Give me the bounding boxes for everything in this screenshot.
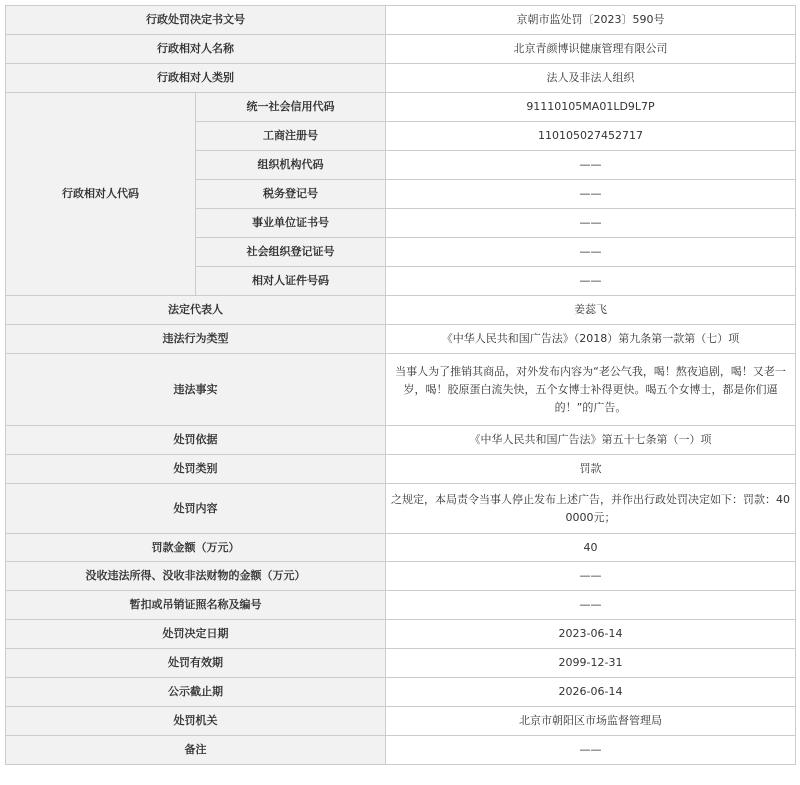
row-authority [6,707,796,736]
value-valid-until: 2099-12-31 [386,649,796,678]
label-publish-deadline: 公示截止期 [6,678,386,707]
label-party-name: 行政相对人名称 [6,35,386,64]
value-tax-reg-no: —— [386,180,796,209]
value-party-id-no: —— [386,267,796,296]
row-party-category [6,64,796,93]
row-decision-date [6,620,796,649]
row-license-revoked [6,591,796,620]
value-decision-date: 2023-06-14 [386,620,796,649]
row-party-name [6,35,796,64]
value-publish-deadline: 2026-06-14 [386,678,796,707]
label-decision-date: 处罚决定日期 [6,620,386,649]
label-party-category: 行政相对人类别 [6,64,386,93]
value-penalty-category: 罚款 [386,455,796,484]
penalty-record-table [5,5,796,765]
label-confiscation-amount: 没收违法所得、没收非法财物的金额（万元） [6,562,386,591]
row-legal-rep [6,296,796,325]
value-org-code: —— [386,151,796,180]
value-party-name: 北京青颜博识健康管理有限公司 [386,35,796,64]
row-remarks [6,736,796,765]
value-institution-cert-no: —— [386,209,796,238]
value-violation-facts: 当事人为了推销其商品，对外发布内容为“老公气我，喝！熬夜追剧，喝！又老一岁，喝！胶原蛋白流失快，五个女博士补得更快。喝五个女博士，都是你们逼的！”的广告。 [386,354,796,426]
row-fine-amount [6,534,796,562]
value-social-org-reg-no: —— [386,238,796,267]
value-decision-no: 京朝市监处罚〔2023〕590号 [386,6,796,35]
value-confiscation-amount: —— [386,562,796,591]
label-fine-amount: 罚款金额（万元） [6,534,386,562]
value-legal-rep: 姜蕊飞 [386,296,796,325]
label-penalty-category: 处罚类别 [6,455,386,484]
label-remarks: 备注 [6,736,386,765]
row-publish-deadline [6,678,796,707]
row-penalty-content [6,484,796,534]
label-org-code: 组织机构代码 [196,151,386,180]
row-violation-facts [6,354,796,426]
value-credit-code: 91110105MA01LD9L7P [386,93,796,122]
value-fine-amount: 40 [386,534,796,562]
value-penalty-content: 之规定，本局责令当事人停止发布上述广告，并作出行政处罚决定如下：罚款：400000元； [386,484,796,534]
value-party-category: 法人及非法人组织 [386,64,796,93]
row-penalty-basis [6,426,796,455]
value-license-revoked: —— [386,591,796,620]
value-violation-type: 《中华人民共和国广告法》（2018）第九条第一款第（七）项 [386,325,796,354]
label-social-org-reg-no: 社会组织登记证号 [196,238,386,267]
label-penalty-content: 处罚内容 [6,484,386,534]
value-penalty-basis: 《中华人民共和国广告法》第五十七条第（一）项 [386,426,796,455]
row-violation-type [6,325,796,354]
label-party-id-no: 相对人证件号码 [196,267,386,296]
label-credit-code: 统一社会信用代码 [196,93,386,122]
label-legal-rep: 法定代表人 [6,296,386,325]
label-business-reg-no: 工商注册号 [196,122,386,151]
label-decision-no: 行政处罚决定书文号 [6,6,386,35]
label-authority: 处罚机关 [6,707,386,736]
label-violation-type: 违法行为类型 [6,325,386,354]
label-penalty-basis: 处罚依据 [6,426,386,455]
row-credit-code [6,93,796,122]
value-authority: 北京市朝阳区市场监督管理局 [386,707,796,736]
row-confiscation-amount [6,562,796,591]
label-institution-cert-no: 事业单位证书号 [196,209,386,238]
value-remarks: —— [386,736,796,765]
label-license-revoked: 暂扣或吊销证照名称及编号 [6,591,386,620]
value-business-reg-no: 110105027452717 [386,122,796,151]
row-valid-until [6,649,796,678]
row-decision-no [6,6,796,35]
label-party-codes: 行政相对人代码 [6,93,196,296]
label-valid-until: 处罚有效期 [6,649,386,678]
label-tax-reg-no: 税务登记号 [196,180,386,209]
label-violation-facts: 违法事实 [6,354,386,426]
row-penalty-category [6,455,796,484]
